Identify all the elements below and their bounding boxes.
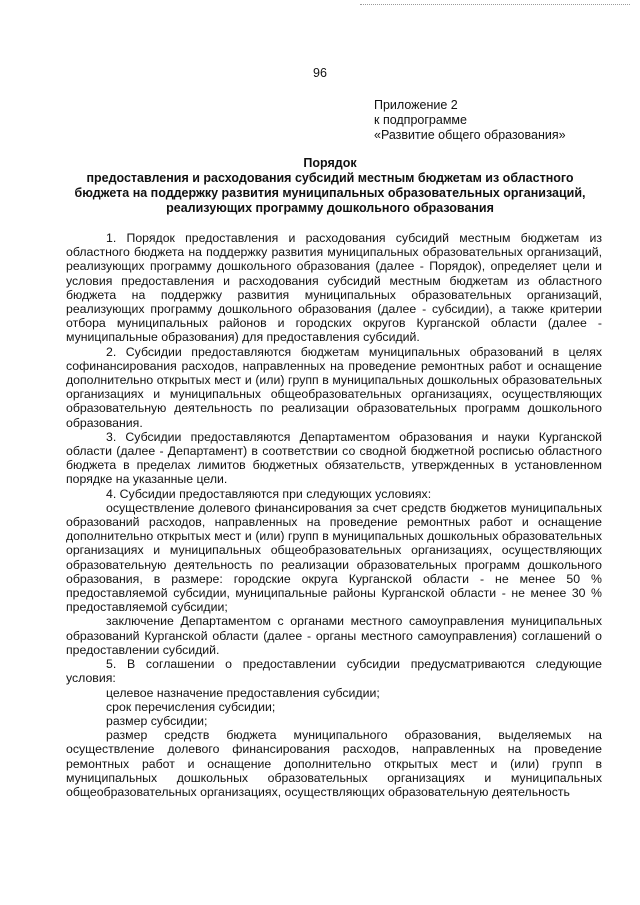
document-body: [66, 231, 602, 799]
title-line-3: бюджета на поддержку развития муниципальных образовательных организаций,: [74, 186, 586, 200]
document-title: [60, 156, 600, 216]
term-deadline: срок перечисления субсидии;: [106, 699, 276, 714]
condition-agreement: заключение Департаментом с органами местного самоуправления муниципальных образований Курганской области (далее - органы местного самоуправления) соглашений о предоставлении субсидий.: [66, 614, 602, 657]
paragraph-3: 3. Субсидии предоставляются Департаментом образования и науки Курганской области (далее - Департамент) в соответствии со сводной бюджетной росписью областного бюджета в пределах лимитов бюджетных обязательств, утвержденных в установленном порядке на указанные цели.: [66, 429, 602, 487]
paragraph-2: 2. Субсидии предоставляются бюджетам муниципальных образований в целях софинансирования расходов, направленных на проведение ремонтных работ и оснащение дополнительно открытых мест и (или) групп в муниципальных дошкольных образовательных организациях и муниципальных общеобразовательных организациях, осуществляющих образовательную деятельность по реализации образовательных программ дошкольного образования.: [66, 344, 602, 430]
appendix-header: [374, 98, 566, 143]
paragraph-1: 1. Порядок предоставления и расходования субсидий местным бюджетам из областного бюджета на поддержку развития муниципальных образовательных организаций, реализующих программу дошкольного образования (далее - Порядок), определяет цели и условия предоставления и расходования субсидий местным бюджетам из областного бюджета на поддержку развития муниципальных образовательных организаций, реализующих программу дошкольного образования (далее - субсидии), а также критерии отбора муниципальных районов и городских округов Курганской области (далее - муниципальные образования) для предоставления субсидий.: [66, 231, 602, 345]
title-line-4: реализующих программу дошкольного образования: [166, 201, 494, 215]
scan-artifact-line: [360, 4, 630, 6]
title-line-1: Порядок: [303, 156, 357, 170]
paragraph-5: 5. В соглашении о предоставлении субсидии предусматриваются следующие условия:: [66, 657, 602, 686]
appendix-line-2: к подпрограмме: [374, 113, 467, 127]
appendix-line-1: Приложение 2: [374, 98, 458, 112]
title-line-2: предоставления и расходования субсидий местным бюджетам из областного: [86, 171, 574, 185]
condition-cofinancing: осуществление долевого финансирования за счет средств бюджетов муниципальных образований расходов, направленных на проведение ремонтных работ и оснащение дополнительно открытых мест и (или) групп в муниципальных дошкольных образовательных организациях и муниципальных общеобразовательных организациях, осуществляющих образовательную деятельность по реализации образовательных программ дошкольного образования, в размере: городские округа Курганской области - не менее 50 % предоставляемой субсидии, муниципальные районы Курганской области - не менее 30 % предоставляемой субсидии;: [66, 500, 602, 615]
paragraph-4: 4. Субсидии предоставляются при следующих условиях:: [106, 486, 432, 501]
page-number: 96: [313, 66, 327, 80]
term-municipal-share: размер средств бюджета муниципального образования, выделяемых на осуществление долевого финансирования расходов, направленных на проведение ремонтных работ и оснащение дополнительно открытых мест и (или) групп в муниципальных дошкольных образовательных организациях и муниципальных общеобразовательных организациях, осуществляющих образовательную деятельность: [66, 728, 602, 799]
term-amount: размер субсидии;: [106, 713, 208, 728]
appendix-line-3: «Развитие общего образования»: [374, 128, 566, 142]
term-purpose: целевое назначение предоставления субсидии;: [106, 685, 380, 700]
